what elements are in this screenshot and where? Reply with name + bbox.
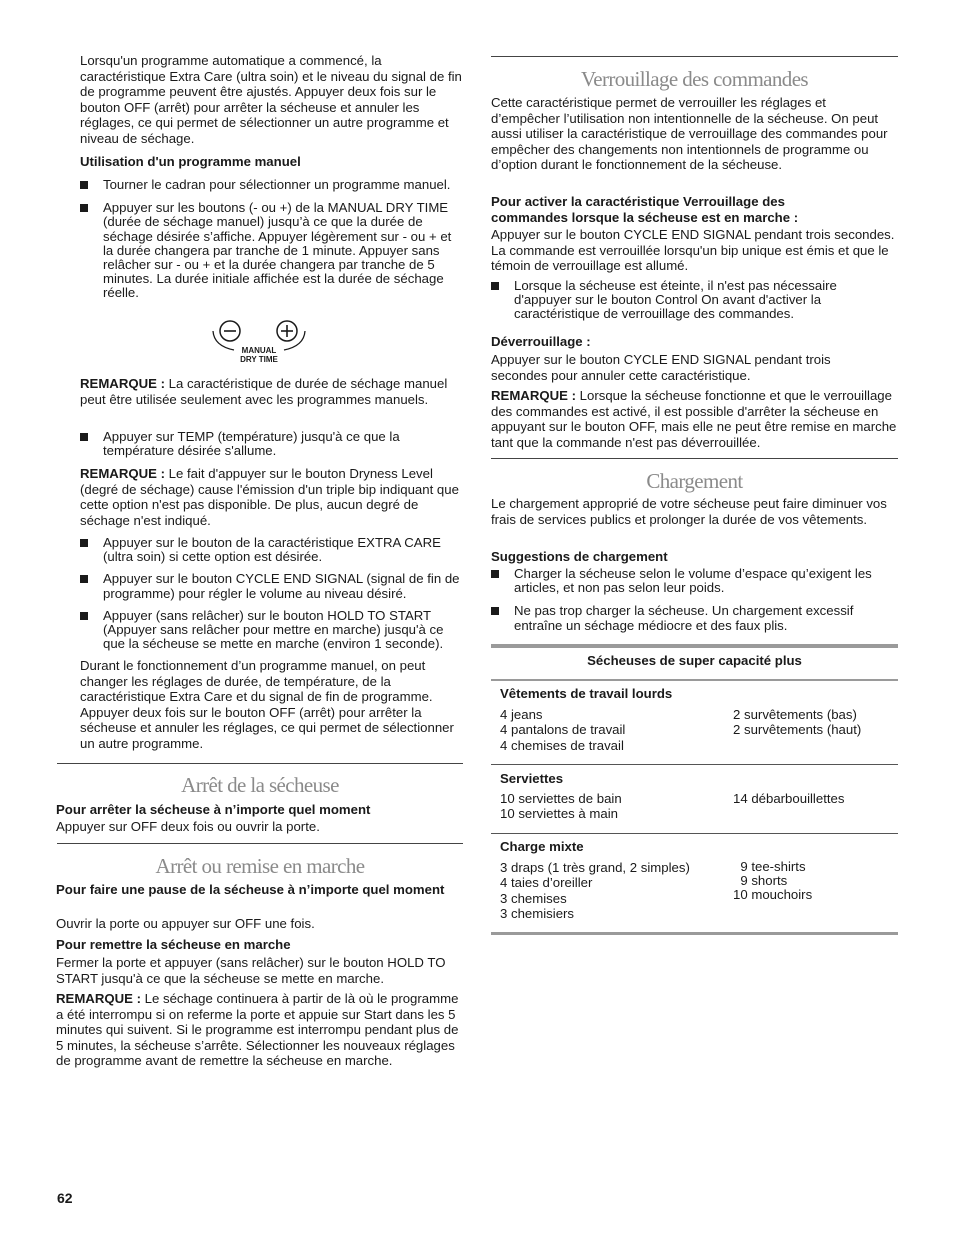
list-item: Appuyer (sans relâcher) sur le bouton HOLD TO START (Appuyer sans relâcher pour mettre en marche) jusqu'à ce que la sécheuse se mette en marche (environ 1 seconde). [80,609,463,652]
load-title: Chargement [646,469,743,493]
during-paragraph: Durant le fonctionnement d’un programme manuel, on peut changer les réglages de durée, de température, de la caractéristique Extra Care et du signal de fin de programme. Appuyer deux fois sur le bouton OFF (arrêt) pour arrêter la sécheuse et annuler les réglages, ce qui permet de sélectionner un autre programme. [80,658,454,751]
divider [57,843,463,844]
note-dryness: REMARQUE : Le fait d'appuyer sur le bouton Dryness Level (degré de séchage) cause l'émission d'un triple bip indiquant que cette option n'est pas disponible. De plus, aucun degré de séchage n'est indiqué. [80,466,459,528]
list-item: Appuyer sur TEMP (température) jusqu'à ce que la température désirée s'allume. [80,430,463,458]
list-item: Appuyer sur les boutons (- ou +) de la MANUAL DRY TIME (durée de séchage manuel) jusqu’à ce que la durée de séchage désirée s’affiche. Appuyer légèrement sur - ou + et la durée changera par tranche de 1 minute. Appuyer sans relâcher sur - ou + et la durée changera par tranche de 5 minutes. La durée initiale affichée est la durée de séchage réelle. [80,201,463,300]
table-cell: 3 draps (1 très grand, 2 simples) 4 taies d’oreiller 3 chemises 3 chemisiers [500,860,690,922]
manual-heading: Utilisation d'un programme manuel [80,154,301,169]
load-intro: Le chargement approprié de votre sécheuse peut faire diminuer vos frais de services publics et prolonger la durée de vos vêtements. [491,496,887,527]
temp-bullet [80,430,463,458]
option-bullets [80,536,463,651]
lock-bullet [491,279,876,322]
pause-subheading: Pour faire une pause de la sécheuse à n’importe quel moment [56,882,445,897]
pause-title: Arrêt ou remise en marche [155,854,365,878]
stop-subheading: Pour arrêter la sécheuse à n’importe quel moment [56,802,371,817]
list-item: Lorsque la sécheuse est éteinte, il n'est pas nécessaire d'appuyer sur le bouton Control On avant d'activer la caractéristique de verrouillage des commandes. [491,279,876,322]
table-rule [491,764,898,765]
activate-text: Appuyer sur le bouton CYCLE END SIGNAL pendant trois secondes. La commande est verrouillée lorsqu'un bip unique est émis et que le témoin de verrouillage est allumé. [491,227,895,274]
list-item: Charger la sécheuse selon le volume d’espace qu’exigent les articles, et non pas selon leur poids. [491,567,898,595]
stop-title: Arrêt de la sécheuse [181,773,339,797]
table-section-heading: Vêtements de travail lourds [500,686,673,701]
table-top-bar [491,644,898,648]
table-cell: 14 débarbouillettes [733,791,845,806]
activate-subheading: Pour activer la caractéristique Verrouillage des commandes lorsque la sécheuse est en marche : [491,194,799,225]
table-section-heading: Serviettes [500,771,564,786]
load-bullets [491,567,898,633]
table-cell: 10 serviettes de bain 10 serviettes à main [500,791,622,822]
table-cell: 4 jeans 4 pantalons de travail 4 chemises de travail [500,707,626,753]
note-lock: REMARQUE : Lorsque la sécheuse fonctionne et que le verrouillage des commandes est activé, il est possible d'arrêter la sécheuse en appuyant sur le bouton OFF, mais elle ne peut être remise en marche tant que la commande n'est pas déverrouillée. [491,388,897,450]
table-bottom-bar [491,932,898,935]
divider [57,763,463,764]
unlock-text: Appuyer sur le bouton CYCLE END SIGNAL pendant trois secondes pour annuler cette caractéristique. [491,352,831,383]
table-cell: 9 tee-shirts 9 shorts 10 mouchoirs [733,859,813,903]
lock-title: Verrouillage des commandes [581,67,808,91]
list-item: Appuyer sur le bouton de la caractéristique EXTRA CARE (ultra soin) si cette option est désirée. [80,536,463,564]
list-item: Appuyer sur le bouton CYCLE END SIGNAL (signal de fin de programme) pour régler le volume au niveau désiré. [80,572,463,600]
unlock-subheading: Déverrouillage : [491,334,591,349]
divider [491,458,898,459]
restart-text: Fermer la porte et appuyer (sans relâcher) sur le bouton HOLD TO START jusqu'à ce que la sécheuse se mette en marche. [56,955,446,986]
icon-label: MANUAL [241,346,277,355]
note-manual: REMARQUE : La caractéristique de durée de séchage manuel peut être utilisée seulement avec les programmes manuels. [80,376,448,407]
list-item: Tourner le cadran pour sélectionner un programme manuel. [80,178,463,192]
pause-text: Ouvrir la porte ou appuyer sur OFF une fois. [56,916,315,931]
lock-intro: Cette caractéristique permet de verrouiller les réglages et d’empêcher l’utilisation non intentionnelle de la sécheuse. On peut aussi utiliser la caractéristique de verrouillage des commandes pour empêcher des changements non intentionnels de programme ou d’option durant le fonctionnement de la sécheuse. [491,95,888,173]
note-restart: REMARQUE : Le séchage continuera à partir de là où le programme a été interrompu si on referme la porte et appuie sur Start dans les 5 minutes qui suivent. Si le programme est interrompu pendant plus de 5 minutes, la sécheuse s’arrête. Sélectionner les nouveaux réglages de programme avant de remettre la sécheuse en marche. [56,991,459,1069]
restart-subheading: Pour remettre la sécheuse en marche [56,937,291,952]
table-rule [491,679,898,681]
stop-text: Appuyer sur OFF deux fois ou ouvrir la porte. [56,819,320,834]
divider [491,56,898,57]
load-subheading: Suggestions de chargement [491,549,668,564]
list-item: Ne pas trop charger la sécheuse. Un chargement excessif entraîne un séchage médiocre et des faux plis. [491,604,898,632]
page-number: 62 [57,1190,73,1206]
table-title: Sécheuses de super capacité plus [587,653,802,668]
manual-dry-time-icon [210,319,308,369]
table-section-heading: Charge mixte [500,839,584,854]
table-cell: 2 survêtements (bas) 2 survêtements (haut) [733,707,862,738]
icon-label: DRY TIME [240,355,278,364]
table-rule [491,833,898,834]
intro-paragraph: Lorsqu'un programme automatique a commencé, la caractéristique Extra Care (ultra soin) et le niveau du signal de fin de programme peuvent être ajustés. Appuyer deux fois sur le bouton OFF (arrêt) pour arrêter la sécheuse et annuler les réglages, ce qui permet de sélectionner un autre programme et niveau de séchage. [80,53,462,146]
manual-bullets [80,178,463,301]
